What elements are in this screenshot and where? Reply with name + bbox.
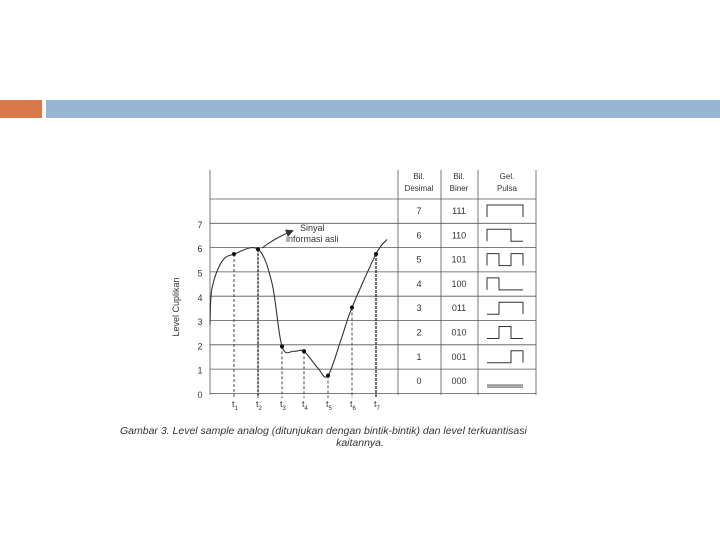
y-tick-label: 7 bbox=[197, 219, 203, 230]
y-tick-label: 1 bbox=[197, 365, 203, 376]
sample-point bbox=[280, 344, 284, 348]
level-gridlines bbox=[210, 199, 536, 393]
table-cell-biner: 001 bbox=[451, 351, 467, 362]
sample-point bbox=[256, 247, 260, 251]
table-cell-biner: 101 bbox=[451, 254, 467, 265]
pulse-waveform bbox=[487, 302, 523, 314]
pulse-waveform bbox=[487, 254, 523, 266]
sample-point bbox=[326, 373, 330, 377]
table-cell-biner: 000 bbox=[451, 376, 467, 387]
y-axis-tick-labels bbox=[197, 220, 202, 400]
y-tick-label: 3 bbox=[197, 317, 203, 328]
table-header-line2: Pulsa bbox=[496, 184, 518, 193]
original-signal-curve bbox=[210, 239, 387, 377]
y-tick-label: 5 bbox=[197, 268, 203, 279]
pulse-waveform bbox=[487, 229, 523, 241]
signal-label-line1: Sinyal bbox=[300, 223, 325, 233]
time-label: $t_7$ bbox=[374, 399, 380, 412]
table-header-line2: Desimal bbox=[404, 184, 434, 193]
sample-point bbox=[232, 252, 236, 256]
signal-label-line2: informasi asli bbox=[286, 234, 339, 244]
figure-caption bbox=[120, 425, 600, 449]
y-tick-label: 0 bbox=[197, 390, 203, 400]
pulse-waveform bbox=[487, 327, 523, 339]
time-label: $t_3$ bbox=[280, 399, 286, 412]
binary-code-table bbox=[405, 172, 523, 387]
table-header-line1: Gel. bbox=[499, 172, 515, 181]
table-cell-desimal: 2 bbox=[416, 327, 422, 338]
pulse-waveform bbox=[487, 205, 523, 217]
table-header-line2: Biner bbox=[449, 184, 469, 193]
time-axis-labels bbox=[232, 399, 381, 412]
table-cell-biner: 100 bbox=[451, 278, 467, 289]
table-cell-desimal: 0 bbox=[416, 376, 422, 387]
pulse-waveform bbox=[487, 351, 523, 363]
table-cell-desimal: 3 bbox=[416, 303, 422, 314]
table-cell-desimal: 5 bbox=[416, 254, 422, 265]
sample-point bbox=[374, 252, 378, 256]
sample-point bbox=[350, 305, 354, 309]
time-label: $t_5$ bbox=[326, 399, 332, 412]
sample-point bbox=[302, 349, 306, 353]
table-cell-biner: 010 bbox=[451, 327, 467, 338]
time-label: $t_4$ bbox=[302, 399, 308, 412]
table-cell-desimal: 1 bbox=[416, 351, 422, 362]
time-label: $t_6$ bbox=[350, 399, 356, 412]
y-tick-label: 4 bbox=[197, 292, 203, 303]
caption-line2: kaitannya. bbox=[336, 437, 384, 449]
time-label: $t_2$ bbox=[256, 399, 262, 412]
table-cell-biner: 111 bbox=[452, 206, 466, 216]
table-header-line1: Bil. bbox=[413, 172, 425, 181]
table-cell-desimal: 6 bbox=[416, 230, 422, 241]
y-axis-label: Level Cuplikan bbox=[171, 277, 181, 337]
table-header-line1: Bil. bbox=[453, 172, 465, 181]
table-cell-desimal: 7 bbox=[416, 206, 422, 216]
caption-line1: Gambar 3. Level sample analog (ditunjukan dengan bintik-bintik) dan level terkuantisasi bbox=[120, 425, 527, 437]
sample-points bbox=[232, 247, 378, 378]
table-cell-biner: 011 bbox=[451, 303, 467, 314]
y-tick-label: 2 bbox=[197, 341, 203, 352]
table-cell-desimal: 4 bbox=[416, 278, 422, 289]
y-tick-label: 6 bbox=[197, 244, 203, 255]
pulse-waveform bbox=[487, 278, 523, 290]
time-label: $t_1$ bbox=[232, 399, 238, 412]
table-cell-biner: 110 bbox=[451, 230, 467, 241]
